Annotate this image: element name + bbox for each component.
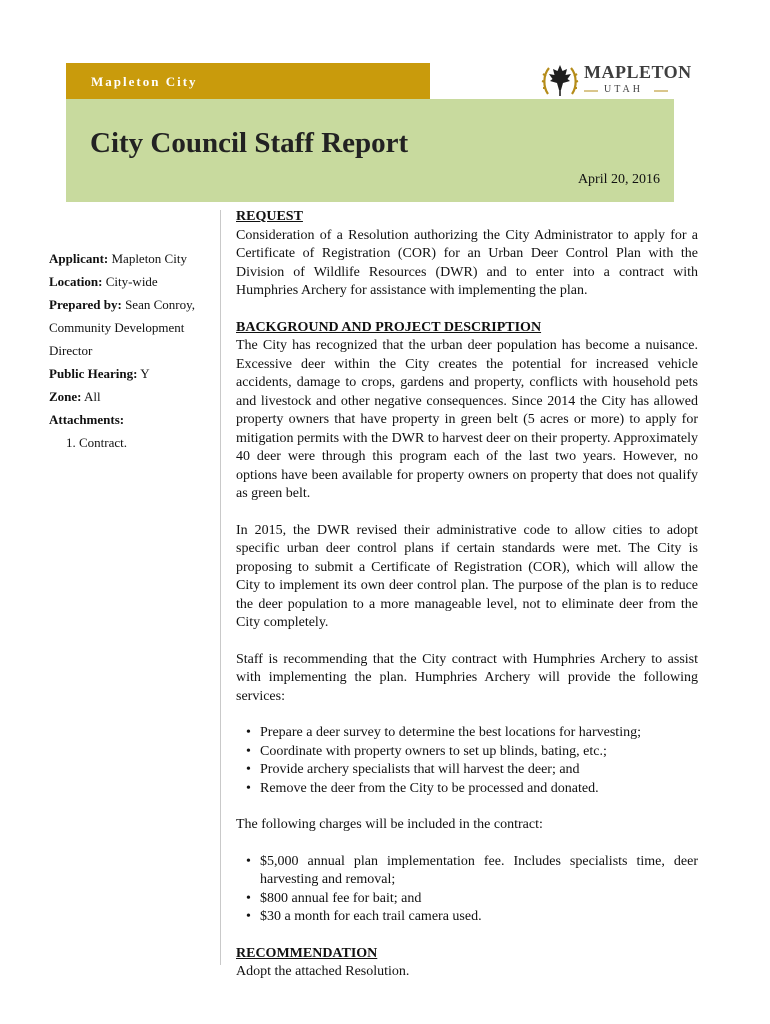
hearing-value: Y	[140, 366, 150, 381]
location-label: Location:	[49, 274, 103, 289]
logo-name: MAPLETON	[584, 62, 692, 82]
report-body	[236, 208, 698, 982]
charge-item: • $800 annual fee for bait; and	[260, 890, 698, 909]
column-divider	[220, 210, 221, 965]
prepared-value: Sean Conroy,	[125, 297, 196, 312]
zone-row	[49, 385, 217, 408]
prepared-line-3: Director	[49, 343, 93, 358]
logo-state: UTAH	[604, 84, 643, 95]
service-item: • Provide archery specialists that will harvest the deer; and	[260, 761, 698, 780]
prepared-line-2: Community Development	[49, 320, 185, 335]
services-list	[236, 724, 698, 798]
title-band	[66, 99, 674, 202]
request-heading: REQUEST	[236, 209, 303, 224]
hearing-row	[49, 362, 217, 385]
city-label: Mapleton City	[91, 74, 198, 89]
applicant-value: Mapleton City	[111, 251, 187, 266]
charge-item: • $5,000 annual plan implementation fee. Includes specialists time, deer harvesting and removal;	[260, 853, 698, 890]
applicant-row	[49, 247, 217, 270]
location-row	[49, 270, 217, 293]
zone-label: Zone:	[49, 389, 82, 404]
recommendation-text: Adopt the attached Resolution.	[236, 964, 410, 979]
prepared-row	[49, 293, 217, 316]
charges-list	[236, 853, 698, 927]
request-text: Consideration of a Resolution authorizing the City Administrator to apply for a Certificate of Registration (COR) for an Urban Deer Control Plan with the Division of Wildlife Resources (DWR) and to enter into a contract with Humphries Archery for assistance with implementing the plan.	[236, 227, 698, 298]
zone-value: All	[84, 389, 101, 404]
background-heading: BACKGROUND AND PROJECT DESCRIPTION	[236, 319, 542, 335]
attachments-label: Attachments:	[49, 412, 125, 427]
background-paragraph-2: In 2015, the DWR revised their administrative code to allow cities to adopt specific urban deer control plans if certain standards were met. The City is proposing to submit a Certificate of Registration (COR), which will allow the City to implement its own deer control plan. The purpose of the plan is to reduce the deer population to a more manageable level, not to eliminate deer from the City completely.	[236, 522, 698, 630]
hearing-label: Public Hearing:	[49, 366, 138, 381]
mapleton-logo	[540, 58, 692, 104]
page-title: City Council Staff Report	[90, 127, 409, 159]
charge-item: • $30 a month for each trail camera used.	[260, 908, 698, 927]
report-date: April 20, 2016	[577, 172, 660, 187]
city-banner	[66, 63, 430, 99]
attachment-item: 1. Contract.	[79, 431, 217, 454]
location-value: City-wide	[105, 274, 158, 289]
prepared-label: Prepared by:	[49, 297, 122, 312]
attachments-row	[49, 408, 217, 431]
attachments-list	[49, 431, 217, 454]
service-item: • Coordinate with property owners to set up blinds, bating, etc.;	[260, 743, 698, 762]
charges-intro: The following charges will be included in the contract:	[236, 817, 543, 832]
recommendation-heading: RECOMMENDATION	[236, 945, 378, 961]
service-item: • Remove the deer from the City to be processed and donated.	[260, 780, 698, 799]
background-paragraph-1: The City has recognized that the urban deer population has become a nuisance. Excessive deer within the City creates the potential for increased vehicle accidents, damage to crops, gardens and property, conflicts with household pets and livestock and other negative consequences. Since 2014 the City has allowed property owners that have property in green belt (5 acres or more) to apply for mitigation permits with the DWR to harvest deer on their property. Approximately 40 deer were through this program each of the last two years. However, no options have been available for property owners on property that does not qualify as green belt.	[236, 338, 698, 501]
applicant-label: Applicant:	[49, 251, 109, 266]
maple-leaf-icon	[540, 60, 580, 102]
background-paragraph-3: Staff is recommending that the City contract with Humphries Archery to assist with implementing the plan. Humphries Archery will provide the following services:	[236, 651, 698, 704]
report-sidebar	[49, 247, 217, 454]
service-item: • Prepare a deer survey to determine the best locations for harvesting;	[260, 724, 698, 743]
